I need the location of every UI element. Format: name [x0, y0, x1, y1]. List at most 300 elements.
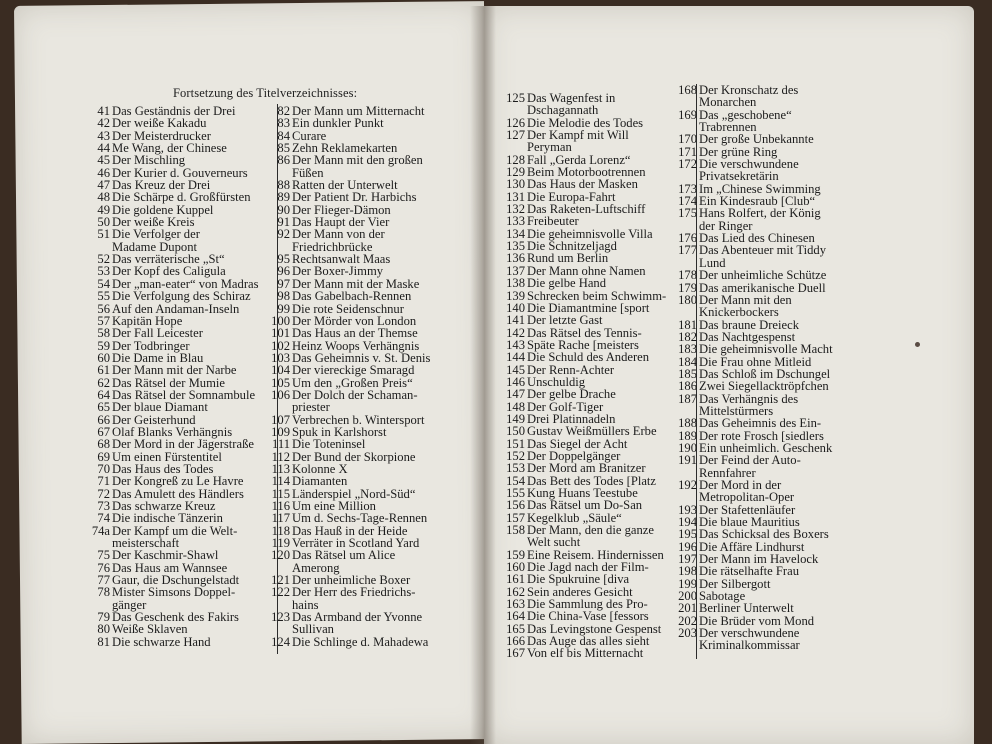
entry-title: Die Affäre Lindhurst	[699, 539, 805, 554]
entry-title-continuation: Amerong	[292, 560, 340, 575]
title-entry	[85, 364, 275, 376]
entry-number: 153	[506, 461, 525, 476]
title-entry	[500, 499, 700, 511]
entry-title: Me Wang, der Chinese	[112, 141, 227, 156]
entry-title: Der Kampf um die Welt-	[112, 523, 238, 538]
entry-number: 133	[506, 214, 525, 229]
entry-title: Gaur, die Dschungelstadt	[112, 573, 240, 588]
entry-title: Das Armband der Yvonne	[292, 610, 423, 625]
entry-number: 79	[97, 610, 110, 625]
entry-number: 75	[97, 548, 110, 563]
entry-title-continuation: Lund	[699, 255, 726, 270]
entry-number: 169	[678, 107, 697, 122]
entry-title: Der Mörder von London	[292, 313, 417, 328]
entry-title: Der unheimliche Boxer	[292, 573, 411, 588]
entry-title: Das Haus am Wannsee	[112, 560, 228, 575]
entry-title: Verbrechen b. Wintersport	[292, 412, 425, 427]
entry-title: Das Levingstone Gespenst	[527, 621, 662, 636]
title-entry	[672, 244, 872, 256]
entry-number: 72	[97, 486, 110, 501]
entry-number: 128	[506, 152, 525, 167]
entry-title: Das Raketen-Luftschiff	[527, 202, 646, 217]
entry-title: Das Wagenfest in	[527, 91, 616, 105]
entry-title: Sabotage	[699, 589, 746, 604]
entry-title: Die gelbe Hand	[527, 276, 607, 291]
entry-number: 57	[97, 313, 110, 328]
entry-title: Rund um Berlin	[527, 251, 609, 266]
paper-spot	[915, 342, 920, 347]
title-entry	[672, 454, 872, 466]
entry-title: Der blaue Diamant	[112, 400, 208, 415]
entry-title: Das Geheimnis des Ein-	[699, 416, 822, 431]
entry-title: Im „Chinese Swimming	[699, 181, 821, 196]
entry-title: Weiße Sklaven	[112, 622, 188, 637]
entry-title: Die Dame in Blau	[112, 350, 204, 365]
entry-title: Der Kaschmir-Shawl	[112, 548, 219, 563]
title-entry	[85, 512, 275, 524]
entry-number: 187	[678, 391, 697, 406]
entry-title: Die goldene Kuppel	[112, 202, 214, 217]
entry-title: Die Sammlung des Pro-	[527, 597, 648, 612]
entry-title: Um den „Großen Preis“	[292, 375, 413, 390]
title-entry	[672, 207, 872, 219]
title-entry	[265, 636, 455, 648]
title-column-1	[85, 105, 275, 648]
entry-number: 64	[97, 387, 110, 402]
title-entry	[85, 327, 275, 339]
entry-number: 111	[272, 437, 290, 452]
entry-title-continuation: der Ringer	[699, 218, 753, 233]
entry-title: Der Stafettenläufer	[699, 502, 796, 517]
entry-title: Die China-Vase [fessors	[527, 609, 649, 624]
entry-number: 148	[506, 399, 525, 414]
title-entry	[500, 252, 700, 264]
entry-title: Das Nachtgespenst	[699, 329, 796, 344]
entry-title: Der Mann mit der Narbe	[112, 363, 237, 378]
title-entry	[85, 265, 275, 277]
entry-title: Der unheimliche Schütze	[699, 268, 827, 283]
entry-number: 188	[678, 416, 697, 431]
title-entry	[500, 610, 700, 622]
entry-number: 140	[506, 300, 525, 315]
entry-title: Das Verhängnis des	[699, 391, 799, 406]
entry-title: Ratten der Unterwelt	[292, 178, 398, 193]
entry-number: 50	[97, 215, 110, 230]
entry-number: 97	[277, 276, 290, 291]
entry-number: 159	[506, 547, 525, 562]
entry-number: 152	[506, 448, 525, 463]
entry-title: Das Rätsel der Mumie	[112, 375, 225, 390]
entry-number: 138	[506, 276, 525, 291]
entry-number: 132	[506, 202, 525, 217]
entry-title: Das schwarze Kreuz	[112, 499, 216, 513]
entry-title-continuation: Knickerbockers	[699, 305, 779, 320]
entry-title: Curare	[292, 128, 327, 143]
title-entry	[500, 314, 700, 326]
entry-title-continuation: Mittelstürmers	[699, 403, 774, 418]
entry-title: Sein anderes Gesicht	[527, 584, 633, 599]
entry-title-continuation: hains	[292, 597, 319, 612]
entry-number: 46	[97, 165, 110, 180]
entry-title: Die Melodie des Todes	[527, 115, 644, 130]
title-entry	[500, 573, 700, 585]
entry-number: 109	[271, 424, 290, 439]
title-entry	[85, 191, 275, 203]
entry-title: Das Kreuz der Drei	[112, 178, 211, 193]
entry-title: Das amerikanische Duell	[699, 280, 826, 295]
title-entry	[672, 282, 872, 294]
entry-number: 74a	[91, 523, 110, 538]
entry-title-continuation: Peryman	[527, 140, 572, 155]
entry-number: 59	[97, 338, 110, 353]
entry-title: Das Siegel der Acht	[527, 436, 628, 451]
entry-title: Der viereckige Smaragd	[292, 363, 415, 378]
entry-title-continuation: Privatsekretärin	[699, 169, 779, 184]
entry-title: Das Hauß in der Heide	[292, 523, 408, 538]
entry-number: 201	[678, 601, 697, 616]
entry-title: Das Lied des Chinesen	[699, 231, 815, 246]
entry-title: Ein unheimlich. Geschenk	[699, 440, 833, 455]
entry-number: 172	[678, 157, 697, 172]
entry-number: 181	[678, 317, 697, 332]
entry-title: Der Mann von der	[292, 227, 385, 242]
entry-number: 41	[97, 104, 110, 118]
entry-title: Länderspiel „Nord-Süd“	[292, 486, 416, 501]
entry-title: Die schwarze Hand	[112, 634, 211, 649]
entry-number: 171	[678, 144, 697, 159]
entry-number: 61	[97, 363, 110, 378]
entry-title: Der weiße Kakadu	[112, 116, 207, 131]
entry-title: Das Schicksal des Boxers	[699, 527, 829, 542]
entry-title: Der Bund der Skorpione	[292, 449, 416, 464]
title-entry	[672, 380, 872, 392]
entry-title: Der Feind der Auto-	[699, 453, 801, 468]
entry-title: Das Rätsel um Alice	[292, 548, 396, 563]
entry-title: Das Haus des Todes	[112, 461, 214, 476]
entry-title: Die Schärpe d. Großfürsten	[112, 190, 251, 205]
entry-title: Das Geheimnis v. St. Denis	[292, 350, 431, 365]
title-entry	[85, 401, 275, 413]
title-entry	[672, 528, 872, 540]
title-entry	[265, 327, 455, 339]
title-entry	[85, 438, 275, 450]
entry-title: Der Kopf des Caligula	[112, 264, 226, 279]
entry-title: Der grüne Ring	[699, 144, 778, 159]
entry-number: 136	[506, 251, 525, 266]
entry-number: 42	[97, 116, 110, 131]
entry-title: Die Frau ohne Mitleid	[699, 354, 812, 369]
entry-number: 96	[277, 264, 290, 279]
entry-number: 158	[506, 523, 525, 538]
entry-number: 146	[506, 374, 525, 389]
entry-number: 200	[678, 589, 697, 604]
entry-title-continuation: Madame Dupont	[112, 239, 197, 254]
entry-number: 62	[97, 375, 110, 390]
entry-title: Die Toteninsel	[292, 437, 366, 452]
entry-title: Unschuldig	[527, 374, 586, 389]
entry-number: 195	[678, 527, 697, 542]
entry-title: Das Haus an der Themse	[292, 326, 418, 341]
entry-number: 43	[97, 128, 110, 143]
title-entry	[265, 191, 455, 203]
title-entry	[265, 154, 455, 166]
entry-title: Das Geschenk des Fakirs	[112, 610, 239, 625]
entry-title: Diamanten	[292, 474, 348, 489]
entry-number: 69	[97, 449, 110, 464]
entry-number: 168	[678, 83, 697, 97]
entry-title: Der Patient Dr. Harbichs	[292, 190, 417, 205]
entry-title: Um eine Million	[292, 499, 376, 513]
entry-number: 175	[678, 206, 697, 221]
entry-number: 119	[271, 536, 290, 551]
entry-number: 173	[678, 181, 697, 196]
entry-number: 98	[277, 289, 290, 304]
entry-number: 174	[678, 194, 697, 209]
entry-title: Der Mischling	[112, 153, 186, 168]
title-entry	[85, 475, 275, 487]
entry-title: Der weiße Kreis	[112, 215, 195, 230]
entry-number: 142	[506, 325, 525, 340]
entry-title: Schrecken beim Schwimm-	[527, 288, 667, 303]
title-entry	[85, 228, 275, 240]
title-entry	[500, 647, 700, 659]
entry-title: Der Kronschatz des	[699, 83, 799, 97]
entry-title: Das Haupt der Vier	[292, 215, 390, 230]
title-entry	[265, 303, 455, 315]
entry-number: 54	[97, 276, 110, 291]
entry-title: Heinz Woops Verhängnis	[292, 338, 420, 353]
entry-title: Der verschwundene	[699, 626, 800, 641]
entry-title: Die rote Seidenschnur	[292, 301, 404, 316]
entry-number: 114	[271, 474, 290, 489]
entry-number: 113	[271, 461, 290, 476]
entry-number: 73	[97, 499, 110, 513]
entry-title-continuation: Friedrichbrücke	[292, 239, 373, 254]
entry-number: 154	[506, 473, 525, 488]
entry-number: 88	[277, 178, 290, 193]
entry-number: 84	[277, 128, 290, 143]
entry-title: Hans Rolfert, der König	[699, 206, 821, 221]
entry-number: 44	[97, 141, 110, 156]
entry-title: Die Verfolger der	[112, 227, 200, 242]
entry-title: Die blaue Mauritius	[699, 515, 800, 530]
entry-number: 103	[271, 350, 290, 365]
page-heading: Fortsetzung des Titelverzeichnisses:	[173, 86, 358, 100]
entry-title: Der Mord am Branitzer	[527, 461, 646, 476]
title-column-3	[500, 92, 700, 660]
entry-title: Der Golf-Tiger	[527, 399, 604, 414]
entry-title: Der Silbergott	[699, 576, 771, 591]
entry-number: 166	[506, 634, 525, 649]
entry-title: Die verschwundene	[699, 157, 799, 172]
entry-number: 191	[678, 453, 697, 468]
book-gutter	[470, 6, 496, 744]
title-entry	[265, 228, 455, 240]
title-entry	[500, 462, 700, 474]
entry-number: 107	[271, 412, 290, 427]
entry-number: 95	[277, 252, 290, 267]
entry-number: 164	[506, 609, 525, 624]
entry-number: 52	[97, 252, 110, 267]
title-entry	[265, 549, 455, 561]
entry-title: Mister Simsons Doppel-	[112, 585, 236, 600]
title-entry	[85, 586, 275, 598]
entry-number: 178	[678, 268, 697, 283]
entry-title-continuation: meisterschaft	[112, 536, 180, 551]
entry-number: 86	[277, 153, 290, 168]
entry-title: Das Rätsel des Tennis-	[527, 325, 642, 340]
entry-title: Die Verfolgung des Schiraz	[112, 289, 251, 304]
entry-title: Der Mord in der	[699, 478, 782, 492]
entry-title: Der Boxer-Jimmy	[292, 264, 384, 279]
entry-number: 162	[506, 584, 525, 599]
entry-number: 176	[678, 231, 697, 246]
entry-number: 58	[97, 326, 110, 341]
entry-title: Die Schnitzeljagd	[527, 239, 617, 254]
entry-number: 189	[678, 428, 697, 443]
entry-number: 161	[506, 572, 525, 587]
title-entry	[85, 636, 275, 648]
entry-title: Der Geisterhund	[112, 412, 196, 427]
entry-title: Der rote Frosch [siedlers	[699, 428, 824, 443]
entry-number: 48	[97, 190, 110, 205]
entry-number: 192	[678, 478, 697, 492]
entry-title: Die Europa-Fahrt	[527, 189, 616, 204]
entry-number: 116	[271, 499, 290, 513]
entry-title: Das Bett des Todes [Platz	[527, 473, 656, 488]
entry-number: 129	[506, 165, 525, 180]
entry-number: 83	[277, 116, 290, 131]
entry-title: Der Kurier d. Gouverneurs	[112, 165, 248, 180]
entry-number: 156	[506, 498, 525, 513]
entry-number: 177	[678, 243, 697, 258]
entry-title: Das Schloß im Dschungel	[699, 366, 831, 381]
entry-number: 66	[97, 412, 110, 427]
entry-title: Spuk in Karlshorst	[292, 424, 387, 439]
title-entry	[265, 117, 455, 129]
entry-title-continuation: Füßen	[292, 165, 324, 180]
entry-number: 141	[506, 313, 525, 328]
entry-title: Von elf bis Mitternacht	[527, 646, 644, 661]
entry-title: Das Amulett des Händlers	[112, 486, 244, 501]
entry-title: Kegelklub „Säule“	[527, 510, 622, 525]
entry-title: Das Gabelbach-Rennen	[292, 289, 412, 304]
entry-title: Der Mann mit der Maske	[292, 276, 420, 291]
entry-number: 184	[678, 354, 697, 369]
entry-number: 170	[678, 132, 697, 147]
entry-title: Gustav Weißmüllers Erbe	[527, 424, 657, 439]
entry-title: Ein Kindesraub [Club“	[699, 194, 816, 209]
entry-number: 179	[678, 280, 697, 295]
entry-number: 126	[506, 115, 525, 130]
entry-title: Drei Platinnadeln	[527, 411, 616, 426]
entry-title: Die Spukruine [diva	[527, 572, 630, 587]
entry-title: Rechtsanwalt Maas	[292, 252, 391, 267]
title-entry	[500, 351, 700, 363]
entry-title: Der Mann, den die ganze	[527, 523, 654, 538]
entry-number: 190	[678, 440, 697, 455]
entry-number: 160	[506, 560, 525, 575]
title-column-2	[265, 105, 455, 648]
entry-title: Die geheimnisvolle Macht	[699, 342, 833, 357]
entry-number: 121	[271, 573, 290, 588]
entry-title: Der Fall Leicester	[112, 326, 203, 341]
title-entry	[85, 303, 275, 315]
title-entry	[85, 117, 275, 129]
entry-number: 202	[678, 613, 697, 628]
title-entry	[85, 549, 275, 561]
entry-number: 76	[97, 560, 110, 575]
entry-number: 80	[97, 622, 110, 637]
entry-number: 135	[506, 239, 525, 254]
title-entry	[500, 178, 700, 190]
entry-title: Das braune Dreieck	[699, 317, 799, 332]
entry-title: Um d. Sechs-Tage-Rennen	[292, 511, 428, 526]
entry-number: 51	[97, 227, 110, 242]
entry-number: 82	[277, 104, 290, 118]
entry-title: Das „geschobene“	[699, 107, 792, 122]
entry-title: Das Rätsel um Do-San	[527, 498, 643, 513]
entry-number: 131	[506, 189, 525, 204]
entry-number: 71	[97, 474, 110, 489]
entry-title: Die Brüder vom Mond	[699, 613, 815, 628]
entry-title: Der Flieger-Dämon	[292, 202, 391, 217]
entry-number: 149	[506, 411, 525, 426]
entry-number: 53	[97, 264, 110, 279]
title-entry	[265, 475, 455, 487]
entry-number: 85	[277, 141, 290, 156]
entry-title-continuation: Trabrennen	[699, 120, 757, 135]
entry-title: Beim Motorbootrennen	[527, 165, 646, 180]
entry-title: Fall „Gerda Lorenz“	[527, 152, 631, 167]
title-entry	[672, 417, 872, 429]
entry-number: 163	[506, 597, 525, 612]
entry-number: 102	[271, 338, 290, 353]
entry-number: 193	[678, 502, 697, 517]
entry-title-continuation: Sullivan	[292, 622, 334, 637]
entry-number: 118	[271, 523, 290, 538]
title-entry	[265, 438, 455, 450]
entry-title-continuation: priester	[292, 400, 330, 415]
entry-number: 91	[277, 215, 290, 230]
title-entry	[672, 602, 872, 614]
entry-title: Das Abenteuer mit Tiddy	[699, 243, 826, 258]
entry-title: Die rätselhafte Frau	[699, 564, 800, 579]
entry-number: 134	[506, 226, 525, 241]
entry-title: Olaf Blanks Verhängnis	[112, 424, 233, 439]
entry-title: Der Mann ohne Namen	[527, 263, 646, 278]
entry-number: 182	[678, 329, 697, 344]
entry-number: 196	[678, 539, 697, 554]
entry-title: Kapitän Hope	[112, 313, 183, 328]
entry-number: 45	[97, 153, 110, 168]
entry-title: Das Haus der Masken	[527, 177, 638, 192]
title-entry	[672, 565, 872, 577]
entry-title-continuation: Monarchen	[699, 95, 757, 110]
entry-number: 122	[271, 585, 290, 600]
entry-number: 67	[97, 424, 110, 439]
entry-title: Der Mord in der Jägerstraße	[112, 437, 254, 452]
entry-number: 117	[271, 511, 290, 526]
entry-title: Kolonne X	[292, 461, 348, 476]
title-entry	[672, 269, 872, 281]
entry-number: 144	[506, 350, 525, 365]
entry-number: 130	[506, 177, 525, 192]
entry-title-continuation: Kriminalkommissar	[699, 638, 800, 653]
entry-title: Die Jagd nach der Film-	[527, 560, 649, 575]
title-entry	[265, 512, 455, 524]
entry-number: 89	[277, 190, 290, 205]
